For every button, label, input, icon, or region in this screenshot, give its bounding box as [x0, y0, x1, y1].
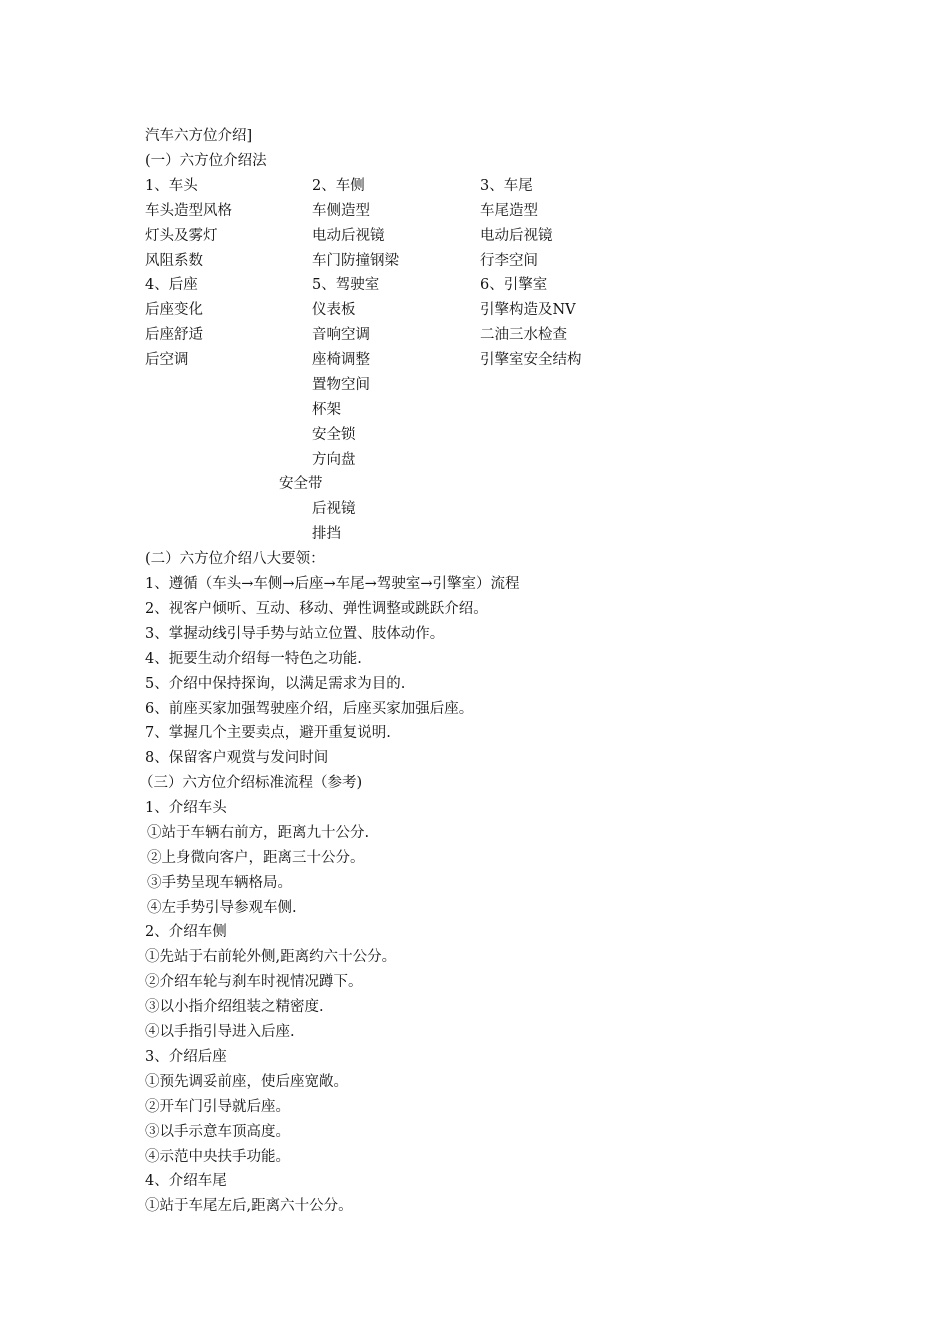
col3-item: 行李空间	[480, 253, 538, 269]
col1-item: 后座舒适	[145, 327, 203, 343]
col3-item: 引擎构造及NV	[480, 302, 576, 318]
section3-part-title: 3、介绍后座	[145, 1049, 227, 1065]
section3-step: ①站于车辆右前方，距离九十公分.	[147, 825, 370, 841]
col3-item: 6、引擎室	[480, 277, 548, 293]
document-title: 汽车六方位介绍]	[145, 128, 253, 144]
col1-item: 4、后座	[145, 277, 198, 293]
col2-item: 方向盘	[312, 452, 356, 468]
col2-item: 车侧造型	[312, 203, 370, 219]
section3-step: ②介绍车轮与刹车时视情况蹲下。	[145, 974, 363, 990]
col3-item: 车尾造型	[480, 203, 538, 219]
section3-step: ③手势呈现车辆格局。	[147, 875, 292, 891]
col2-item: 安全锁	[312, 427, 356, 443]
section2-item: 3、掌握动线引导手势与站立位置、肢体动作。	[145, 626, 445, 642]
section2-item: 8、保留客户观赏与发问时间	[145, 750, 329, 766]
col1-item: 车头造型风格	[145, 203, 232, 219]
col2-item: 2、车侧	[312, 178, 365, 194]
section3-step: ③以手示意车顶高度。	[145, 1124, 290, 1140]
section3-step: ④左手势引导参观车侧.	[147, 900, 297, 916]
col1-item: 灯头及雾灯	[145, 228, 218, 244]
col3-item: 电动后视镜	[480, 228, 553, 244]
col3-item: 二油三水检查	[480, 327, 567, 343]
col2-item: 后视镜	[312, 501, 356, 517]
section2-item: 5、介绍中保持探询，以满足需求为目的.	[145, 676, 406, 692]
col2-item: 杯架	[312, 402, 341, 418]
col1-item: 后座变化	[145, 302, 203, 318]
section2-item: 4、扼要生动介绍每一特色之功能.	[145, 651, 362, 667]
section2-item: 2、视客户倾听、互动、移动、弹性调整或跳跃介绍。	[145, 601, 488, 617]
section2-heading: (二）六方位介绍八大要领：	[145, 551, 325, 567]
col2-item: 排挡	[312, 526, 341, 542]
section3-heading: （三）六方位介绍标准流程（参考)	[139, 775, 363, 791]
col2-offset-item: 安全带	[279, 476, 323, 492]
section3-step: ④以手指引导进入后座.	[145, 1024, 295, 1040]
section3-step: ④示范中央扶手功能。	[145, 1149, 290, 1165]
col2-item: 车门防撞钢梁	[312, 253, 399, 269]
section1-heading: (一）六方位介绍法	[145, 153, 267, 169]
col2-item: 座椅调整	[312, 352, 370, 368]
section2-item: 6、前座买家加强驾驶座介绍，后座买家加强后座。	[145, 701, 474, 717]
section3-step: ①站于车尾左后,距离六十公分。	[145, 1198, 353, 1214]
section2-item: 1、遵循（车头→车侧→后座→车尾→驾驶室→引擎室）流程	[145, 576, 520, 592]
section3-step: ③以小指介绍组装之精密度.	[145, 999, 324, 1015]
col3-item: 引擎室安全结构	[480, 352, 582, 368]
section3-step: ①预先调妥前座，使后座宽敞。	[145, 1074, 348, 1090]
section3-part-title: 4、介绍车尾	[145, 1173, 227, 1189]
section3-part-title: 2、介绍车侧	[145, 924, 227, 940]
col3-item: 3、车尾	[480, 178, 533, 194]
col2-item: 置物空间	[312, 377, 370, 393]
section3-step: ②开车门引导就后座。	[145, 1099, 290, 1115]
section2-item: 7、掌握几个主要卖点，避开重复说明.	[145, 725, 391, 741]
col2-item: 电动后视镜	[312, 228, 385, 244]
col2-item: 音响空调	[312, 327, 370, 343]
col1-item: 风阻系数	[145, 253, 203, 269]
section3-step: ①先站于右前轮外侧,距离约六十公分。	[145, 949, 397, 965]
section3-part-title: 1、介绍车头	[145, 800, 227, 816]
col1-item: 1、车头	[145, 178, 198, 194]
col2-item: 5、驾驶室	[312, 277, 380, 293]
col1-item: 后空调	[145, 352, 189, 368]
section3-step: ②上身微向客户，距离三十公分。	[147, 850, 365, 866]
col2-item: 仪表板	[312, 302, 356, 318]
